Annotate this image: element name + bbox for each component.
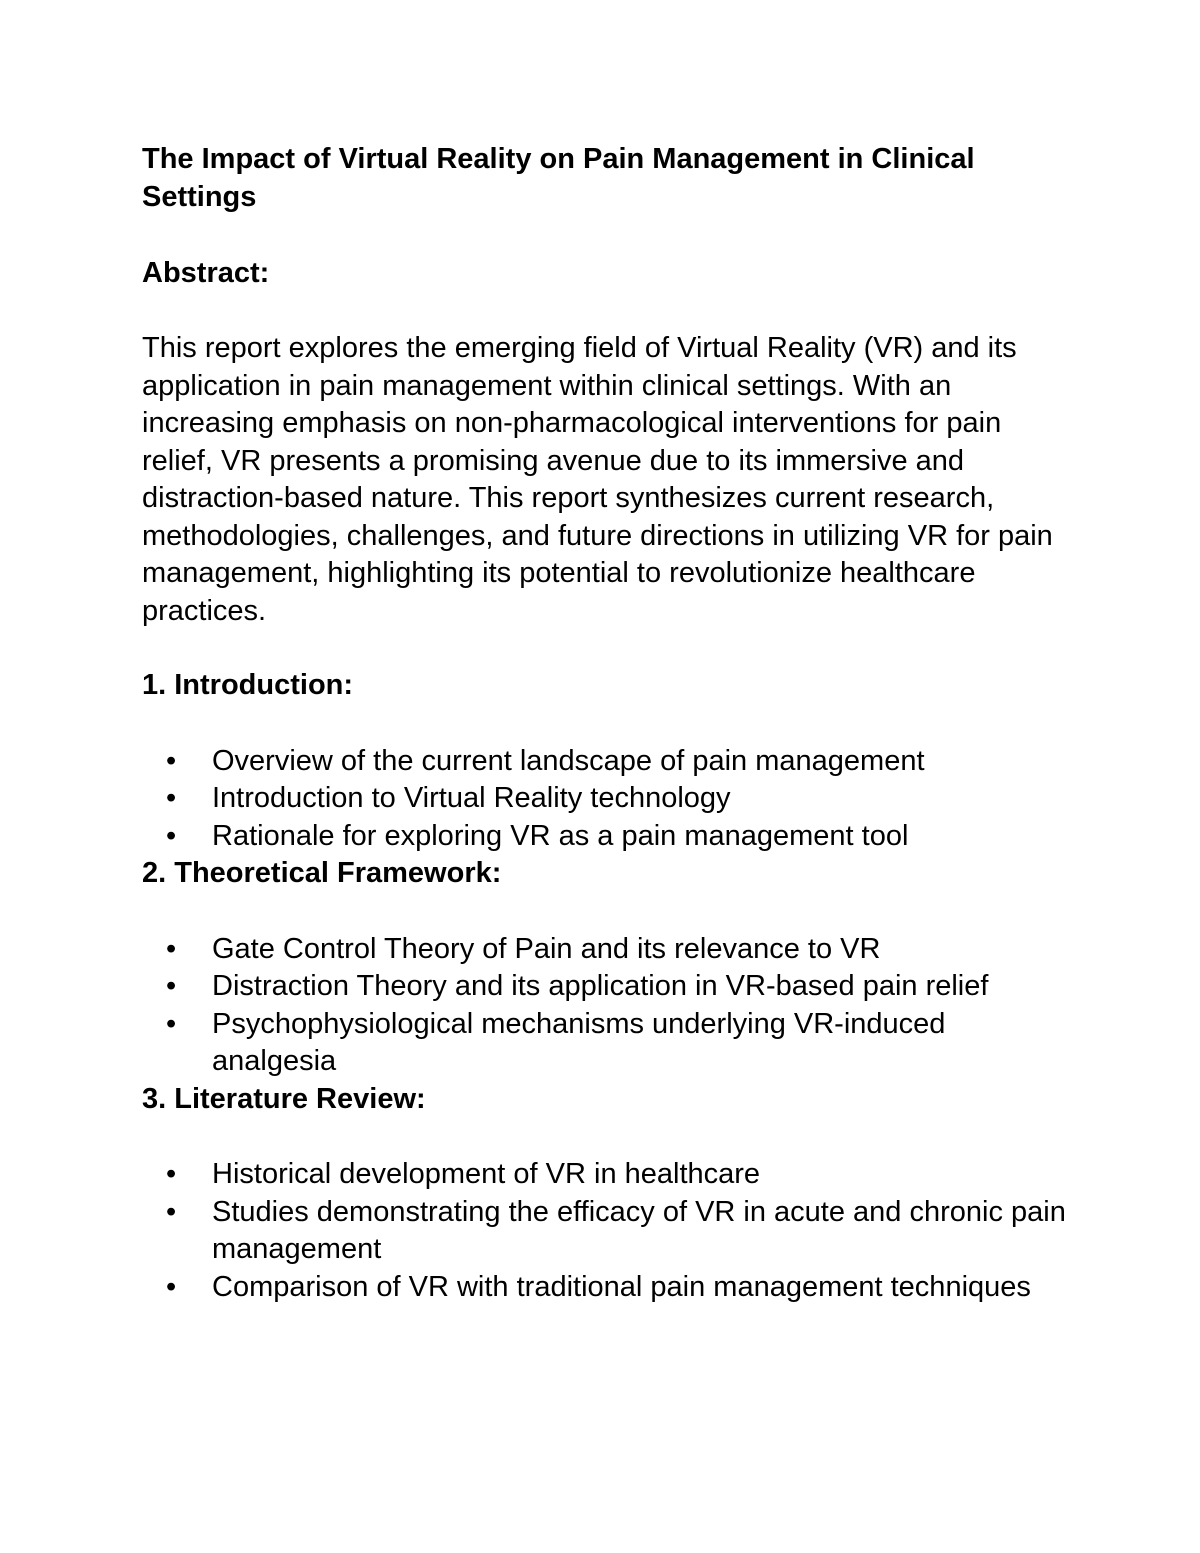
list-item-text: Rationale for exploring VR as a pain management tool — [212, 819, 909, 852]
list-item-text: Historical development of VR in healthcare — [212, 1158, 761, 1190]
bullet-icon: • — [166, 1270, 177, 1303]
bullet-icon: • — [166, 1007, 177, 1040]
list-item — [142, 931, 1072, 969]
list-item — [142, 968, 1072, 1006]
section-heading-introduction: 1. Introduction: — [142, 669, 354, 701]
list-item — [142, 1194, 1072, 1269]
list-item-text: Overview of the current landscape of pain management — [212, 744, 925, 777]
list-item-text: Introduction to Virtual Reality technology — [212, 782, 731, 814]
list-item-text: Comparison of VR with traditional pain management techniques — [212, 1270, 1031, 1303]
bullet-icon: • — [166, 782, 177, 814]
document-title: The Impact of Virtual Reality on Pain Management in Clinical Settings — [142, 143, 975, 213]
list-item-text: Distraction Theory and its application in VR-based pain relief — [212, 970, 989, 1002]
abstract-heading: Abstract: — [142, 257, 270, 289]
bullet-icon: • — [166, 932, 177, 965]
abstract-paragraph: This report explores the emerging field of Virtual Reality (VR) and its application in pain management within clinical settings. With an increasing emphasis on non-pharmacological interventions for pain relief, VR presents a promising avenue due to its immersive and distraction-based nature. This report synthesizes current research, methodologies, challenges, and future directions in utilizing VR for pain management, highlighting its potential to revolutionize healthcare practices. — [142, 332, 1053, 627]
list-item — [142, 743, 1072, 781]
bullet-icon: • — [166, 970, 177, 1002]
bullet-icon: • — [166, 744, 177, 777]
list-item — [142, 1006, 1072, 1081]
list-item-text: Studies demonstrating the efficacy of VR in acute and chronic pain management — [212, 1195, 1066, 1265]
document-page — [142, 140, 1072, 1306]
bullet-icon: • — [166, 1158, 177, 1190]
list-item — [142, 780, 1072, 818]
list-item — [142, 818, 1072, 856]
list-item-text: Gate Control Theory of Pain and its relevance to VR — [212, 932, 881, 965]
theoretical-framework-bullet-list — [142, 931, 1072, 1081]
list-item-text: Psychophysiological mechanisms underlying VR-induced analgesia — [212, 1007, 946, 1077]
literature-review-bullet-list — [142, 1156, 1072, 1306]
section-heading-literature-review: 3. Literature Review: — [142, 1082, 426, 1115]
list-item — [142, 1156, 1072, 1194]
bullet-icon: • — [166, 819, 177, 852]
section-heading-theoretical-framework: 2. Theoretical Framework: — [142, 857, 502, 889]
bullet-icon: • — [166, 1195, 177, 1228]
list-item — [142, 1269, 1072, 1307]
introduction-bullet-list — [142, 743, 1072, 856]
